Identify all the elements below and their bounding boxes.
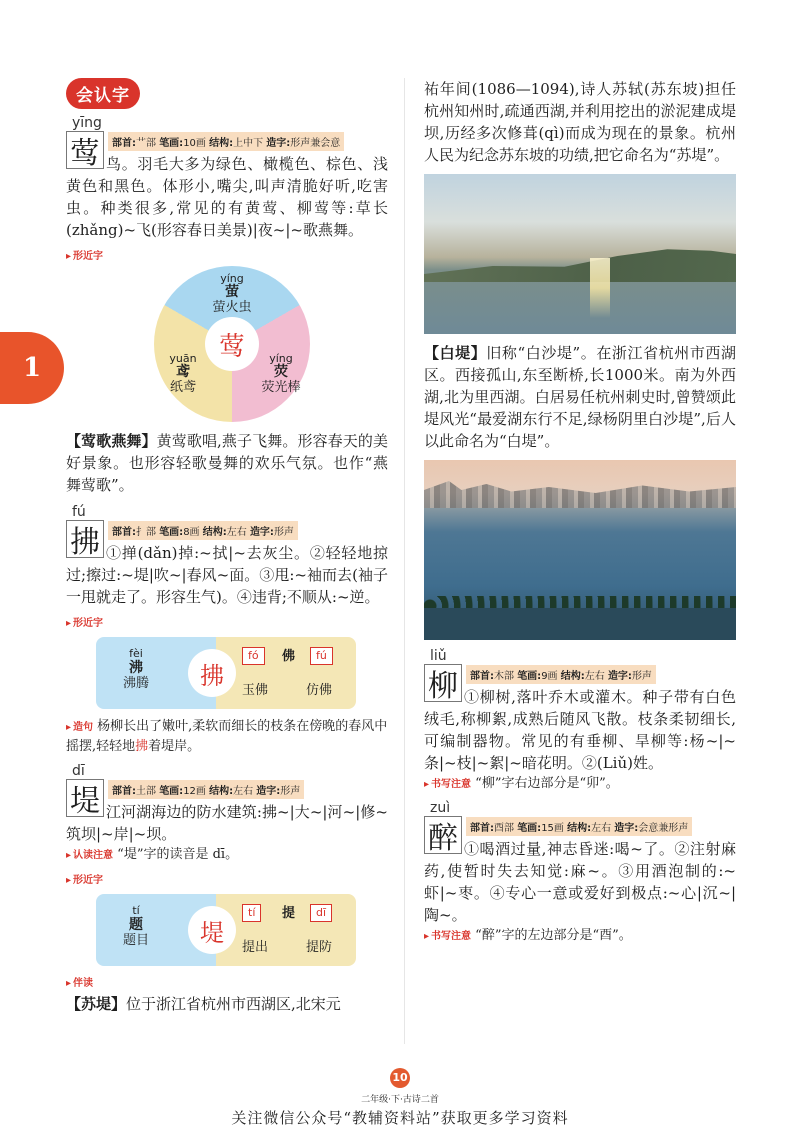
similar-chars-wheel: [154, 266, 310, 422]
idiom-entry: [66, 430, 388, 496]
sudi-entry: 【苏堤】位于浙江省杭州市西湖区,北宋元: [66, 995, 341, 1013]
entry-definition: 江河湖海边的防水建筑:拂~|大~|河~|修~筑坝|~岸|~坝。: [66, 803, 388, 843]
wheel-left: yuān 鸢 纸鸢: [169, 352, 197, 395]
wheel-center: 莺: [205, 317, 259, 371]
entry-fu: [66, 504, 388, 757]
entry-pinyin: liǔ: [430, 648, 447, 664]
idiom-text: 黄莺歌唱,燕子飞舞。形容春天的美好景象。也形容轻歌曼舞的欢乐气氛。也作“燕舞莺歌”。: [66, 432, 388, 494]
similar-chars-label: ▸ 形近字: [66, 871, 388, 886]
page-footer: [0, 1066, 800, 1128]
writing-note: ▸ 书写注意 “醉”字的左边部分是“酉”。: [424, 926, 736, 946]
photo-skyline: [424, 478, 736, 508]
west-lake-city-photo: [424, 460, 736, 640]
entry-definition: ①柳树,落叶乔木或灌木。种子带有白色绒毛,称柳絮,成熟后随风飞散。枝条柔韧细长,可编制器物。常见的有垂柳、旱柳等:杨~|~条|~枝|~絮|~暗花明。②(Liǔ)姓。: [424, 688, 736, 772]
compare-pinyin-box: dī: [310, 904, 332, 922]
compare-left-char: tí 题 题目: [122, 904, 149, 948]
entry-definition: ①喝酒过量,神志昏迷:喝~了。②注射麻药,使暂时失去知觉:麻~。③用酒泡制的:~虾|~枣。④专心一意或爱好到极点:~心|沉~|陶~。: [424, 840, 736, 924]
compare-center-char: 堤: [188, 906, 236, 954]
similar-chars-label: ▸ 形近字: [66, 614, 388, 629]
compare-mid-char: 提: [282, 906, 296, 921]
entry-meta: 部首:扌部 笔画:8画 结构:左右 造字:形声: [108, 521, 298, 540]
wheel-top: yíng 萤 萤火虫: [212, 272, 252, 315]
west-lake-sunset-photo: [424, 174, 736, 334]
entry-pinyin: yīng: [72, 115, 102, 131]
footer-ad-text: 关注微信公众号“教辅资料站”获取更多学习资料: [231, 1109, 569, 1127]
sudi-continued: 祐年间(1086—1094),诗人苏轼(苏东坡)担任杭州知州时,疏通西湖,并利用挖出的淤泥建成堤坝,历经多次修葺(qì)而成为现在的景象。杭州人民为纪念苏东坡的功绩,把它命名为“苏堤”。: [424, 80, 736, 164]
compare-left-char: fèi 沸 沸腾: [122, 647, 149, 691]
compare-pinyin-box: fó: [242, 647, 265, 665]
compare-pinyin-box: fú: [310, 647, 333, 665]
entry-pinyin: dī: [72, 763, 85, 779]
compare-word: 提出: [242, 940, 269, 955]
column-divider: [404, 78, 405, 1044]
entry-meta: 部首:艹部 笔画:10画 结构:上中下 造字:形声兼会意: [108, 132, 344, 151]
entry-character: 莺: [66, 131, 104, 169]
section-badge: 会认字: [66, 78, 140, 109]
photo-water: [424, 608, 736, 640]
compare-word: 玉佛: [242, 683, 269, 698]
similar-chars-compare: [96, 637, 356, 709]
entry-zui: [424, 800, 736, 946]
compare-word: 提防: [306, 940, 333, 955]
compare-pinyin-box: tí: [242, 904, 261, 922]
entry-meta: 部首:土部 笔画:12画 结构:左右 造字:形声: [108, 780, 304, 799]
reading-note: ▸ 认读注意 “堤”字的读音是 dī。: [66, 845, 388, 865]
reading-companion-label: ▸ 伴读: [66, 974, 388, 989]
entry-character: 堤: [66, 779, 104, 817]
photo-hills: [424, 242, 736, 282]
right-column: [424, 78, 736, 946]
book-info: 二年级·下·古诗二首: [361, 1095, 439, 1105]
entry-definition: ①掸(dǎn)掉:~拭|~去灰尘。②轻轻地掠过;擦过:~堤|吹~|春风~面。③甩:~袖而去(袖子一甩就走了。形容生气)。④违背;不顺从:~逆。: [66, 544, 388, 606]
sentence-example: ▸ 造句 杨柳长出了嫩叶,柔软而细长的枝条在傍晚的春风中摇摆,轻轻地拂着堤岸。: [66, 717, 388, 757]
similar-chars-compare: [96, 894, 356, 966]
entry-pinyin: zuì: [430, 800, 451, 816]
similar-chars-label: ▸ 形近字: [66, 247, 388, 262]
baidi-entry: 【白堤】旧称“白沙堤”。在浙江省杭州市西湖区。西接孤山,东至断桥,长1000米。南为外西湖,北为里西湖。白居易任杭州刺史时,曾赞颂此堤风光“最爱湖东行不足,绿杨阴里白沙堤”,后人以此命名为“白堤”。: [424, 344, 736, 450]
entry-ying: [66, 115, 388, 496]
page-number: 10: [390, 1068, 410, 1088]
entry-pinyin: fú: [72, 504, 86, 520]
compare-mid-char: 佛: [282, 649, 296, 664]
idiom-term: 【莺歌燕舞】: [66, 432, 157, 450]
entry-character: 拂: [66, 520, 104, 558]
entry-character: 醉: [424, 816, 462, 854]
entry-definition: 鸟。羽毛大多为绿色、橄榄色、棕色、浅黄色和黑色。体形小,嘴尖,叫声清脆好听,吃害虫。种类很多,常见的有黄莺、柳莺等:草长(zhǎng)~飞(形容春日美景)|夜~|~歌燕舞。: [66, 155, 388, 239]
wheel-right: yíng 荧 荧光棒: [261, 352, 301, 395]
photo-sun-reflection: [590, 258, 610, 318]
writing-note: ▸ 书写注意 “柳”字右边部分是“卯”。: [424, 774, 736, 794]
left-column: [66, 78, 388, 1015]
entry-meta: 部首:酉部 笔画:15画 结构:左右 造字:会意兼形声: [466, 817, 692, 836]
compare-word: 仿佛: [306, 683, 333, 698]
compare-center-char: 拂: [188, 649, 236, 697]
entry-character: 柳: [424, 664, 462, 702]
chapter-number-tab: 1: [0, 332, 64, 404]
entry-meta: 部首:木部 笔画:9画 结构:左右 造字:形声: [466, 665, 656, 684]
entry-di: [66, 763, 388, 1015]
entry-liu: [424, 648, 736, 794]
